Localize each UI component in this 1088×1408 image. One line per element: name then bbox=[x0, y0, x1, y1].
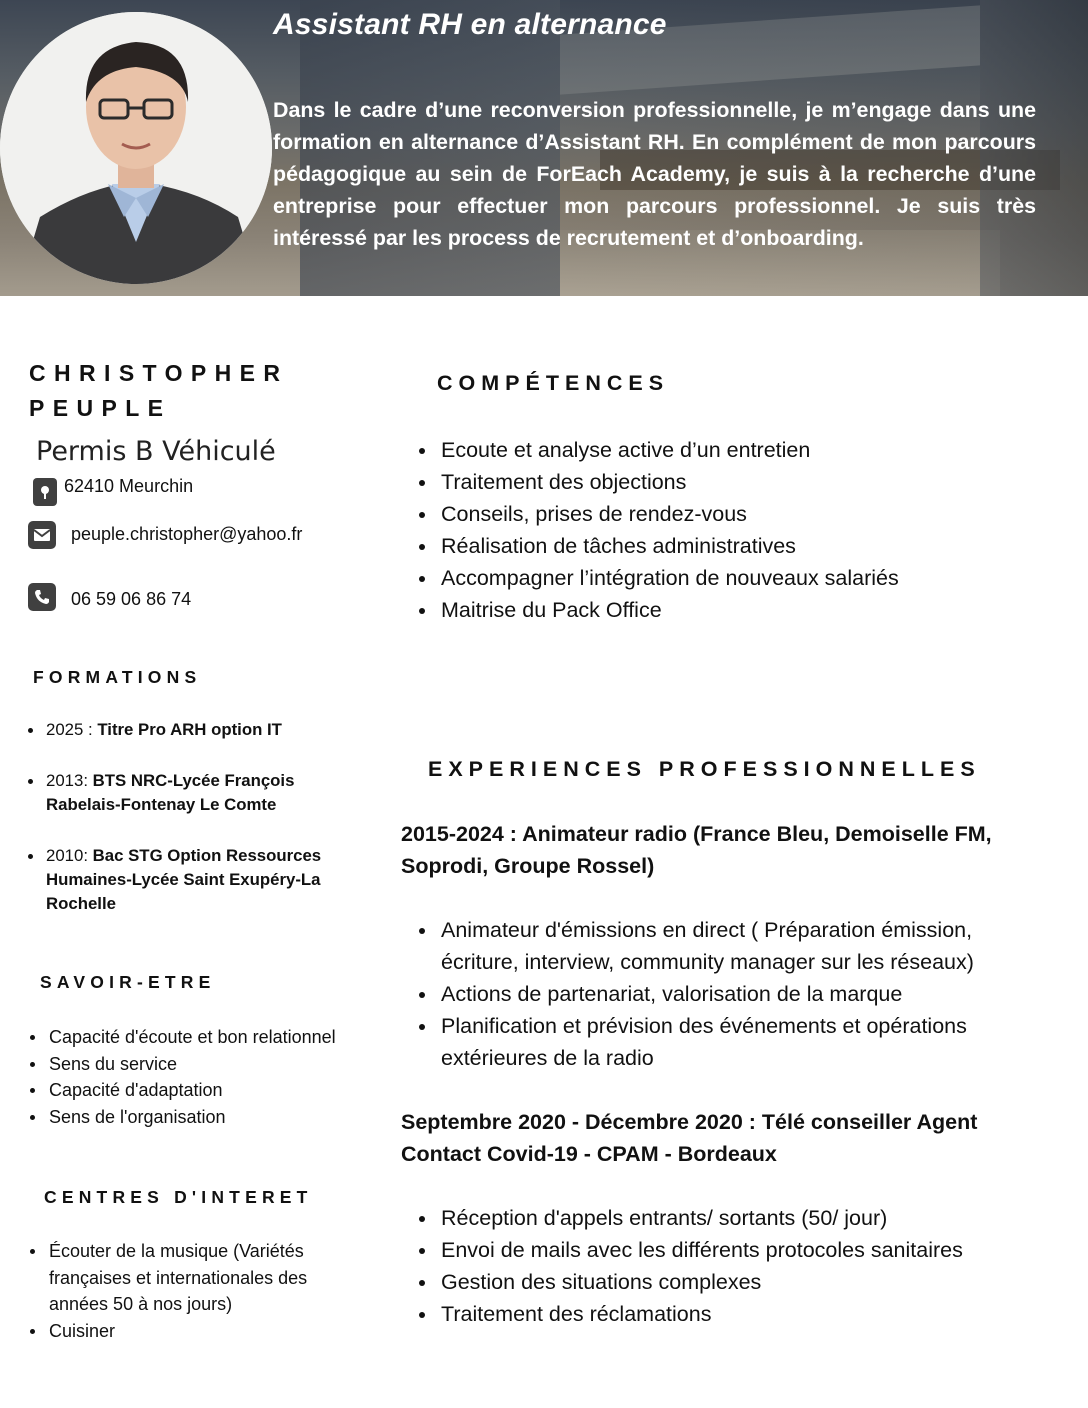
competences-list bbox=[441, 434, 1061, 626]
last-name: PEUPLE bbox=[29, 395, 172, 421]
list-item: 2010: Bac STG Option Ressources Humaines-Lycée Saint Exupéry-La Rochelle bbox=[46, 844, 356, 916]
list-item: Accompagner l’intégration de nouveaux salariés bbox=[441, 562, 1061, 594]
experiences-title: EXPERIENCES PROFESSIONNELLES bbox=[428, 757, 981, 781]
list-item: Capacité d'écoute et bon relationnel bbox=[49, 1024, 369, 1051]
list-item: Envoi de mails avec les différents protocoles sanitaires bbox=[441, 1234, 1061, 1266]
email-row bbox=[28, 521, 302, 549]
list-item: Maitrise du Pack Office bbox=[441, 594, 1061, 626]
list-item: Traitement des réclamations bbox=[441, 1298, 1061, 1330]
competences-title: COMPÉTENCES bbox=[437, 371, 670, 395]
experience-title: Septembre 2020 - Décembre 2020 : Télé conseiller Agent Contact Covid-19 - CPAM - Bordeaux bbox=[401, 1110, 978, 1166]
savoir-etre-title: SAVOIR-ETRE bbox=[40, 972, 216, 992]
address-row bbox=[33, 475, 194, 506]
experience-tasks bbox=[441, 1202, 1061, 1330]
address-text: 62410 Meurchin bbox=[64, 475, 194, 496]
envelope-icon bbox=[28, 521, 56, 549]
header-banner bbox=[0, 0, 1088, 296]
phone-number[interactable]: 06 59 06 86 74 bbox=[71, 588, 192, 609]
job-title: Assistant RH en alternance bbox=[273, 8, 667, 41]
list-item: Ecoute et analyse active d’un entretien bbox=[441, 434, 1061, 466]
list-item: Planification et prévision des événements et opérations extérieures de la radio bbox=[441, 1010, 1041, 1074]
driving-license: Permis B Véhiculé bbox=[36, 436, 276, 467]
list-item: Réception d'appels entrants/ sortants (50/ jour) bbox=[441, 1202, 1061, 1234]
list-item: 2025 : Titre Pro ARH option IT bbox=[46, 718, 356, 742]
list-item: Actions de partenariat, valorisation de la marque bbox=[441, 978, 1041, 1010]
list-item: Gestion des situations complexes bbox=[441, 1266, 1061, 1298]
formations-list bbox=[46, 718, 356, 943]
phone-row bbox=[28, 583, 191, 611]
list-item: Réalisation de tâches administratives bbox=[441, 530, 1061, 562]
list-item: Sens du service bbox=[49, 1051, 369, 1078]
list-item: Capacité d'adaptation bbox=[49, 1077, 369, 1104]
candidate-name bbox=[29, 356, 288, 426]
profile-photo bbox=[0, 12, 272, 284]
interets-title: CENTRES D'INTERET bbox=[44, 1187, 313, 1207]
list-item: Écouter de la musique (Variétés françaises et internationales des années 50 à nos jours) bbox=[49, 1238, 349, 1318]
list-item: Animateur d'émissions en direct ( Préparation émission, écriture, interview, community manager sur les réseaux) bbox=[441, 914, 1041, 978]
experience-title: 2015-2024 : Animateur radio (France Bleu, Demoiselle FM, Soprodi, Groupe Rossel) bbox=[401, 822, 992, 878]
intro-paragraph: Dans le cadre d’une reconversion professionnelle, je m’engage dans une formation en alternance d’Assistant RH. En complément de mon parcours pédagogique au sein de ForEach Academy, je suis à la recherche d’une entreprise pour effectuer mon parcours professionnel. Je suis très intéressé par les process de recrutement et d’onboarding. bbox=[273, 98, 1036, 250]
experience-tasks bbox=[441, 914, 1041, 1074]
interets-list bbox=[49, 1238, 349, 1344]
portrait-illustration bbox=[0, 12, 272, 284]
list-item: Sens de l'organisation bbox=[49, 1104, 369, 1131]
formations-title: FORMATIONS bbox=[33, 667, 202, 687]
phone-icon bbox=[28, 583, 56, 611]
email-link[interactable]: peuple.christopher@yahoo.fr bbox=[71, 523, 303, 544]
savoir-etre-list bbox=[49, 1024, 369, 1130]
list-item: Cuisiner bbox=[49, 1318, 349, 1345]
list-item: Conseils, prises de rendez-vous bbox=[441, 498, 1061, 530]
list-item: 2013: BTS NRC-Lycée François Rabelais-Fontenay Le Comte bbox=[46, 769, 356, 817]
first-name: CHRISTOPHER bbox=[29, 360, 289, 386]
list-item: Traitement des objections bbox=[441, 466, 1061, 498]
location-pin-icon bbox=[33, 478, 57, 506]
